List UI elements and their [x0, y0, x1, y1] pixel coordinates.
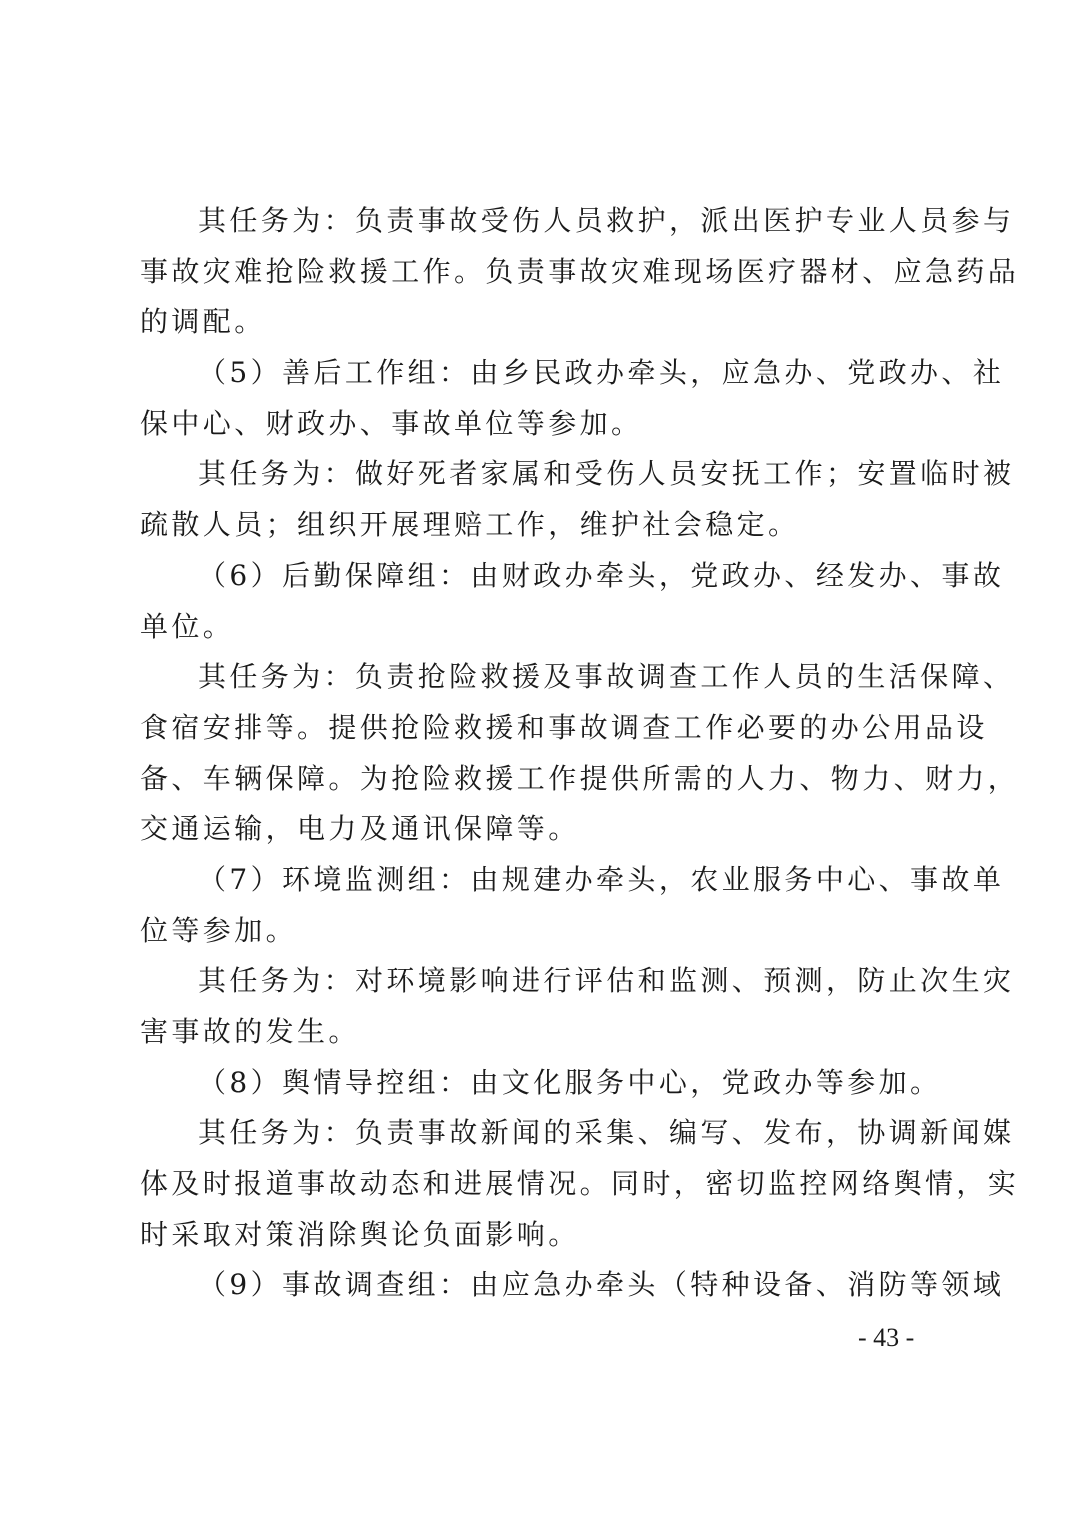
text-line: 备、车辆保障。为抢险救援工作提供所需的人力、物力、财力， [140, 761, 1020, 795]
text-line: 其任务为：负责抢险救援及事故调查工作人员的生活保障、 [198, 660, 1015, 694]
text-line: 事故灾难抢险救援工作。负责事故灾难现场医疗器材、应急药品 [140, 254, 1020, 288]
text-line: 体及时报道事故动态和进展情况。同时，密切监控网络舆情，实 [140, 1167, 1020, 1201]
page-number: - 43 - [858, 1323, 915, 1352]
text-line: 疏散人员；组织开展理赔工作，维护社会稳定。 [140, 508, 800, 542]
text-line: 害事故的发生。 [140, 1015, 360, 1048]
text-line: 其任务为：负责事故新闻的采集、编写、发布，协调新闻媒 [198, 1116, 1015, 1150]
text-line: （6）后勤保障组：由财政办牵头，党政办、经发办、事故 [198, 558, 1005, 592]
text-line: 的调配。 [140, 305, 266, 339]
text-line: （7）环境监测组：由规建办牵头，农业服务中心、事故单 [198, 862, 1005, 896]
text-line: 其任务为：做好死者家属和受伤人员安抚工作；安置临时被 [198, 457, 1015, 491]
text-line: 单位。 [140, 609, 235, 643]
text-line: （5）善后工作组：由乡民政办牵头，应急办、党政办、社 [198, 356, 1005, 390]
text-line: （8）舆情导控组：由文化服务中心，党政办等参加。 [198, 1065, 942, 1099]
text-line: 保中心、财政办、事故单位等参加。 [140, 406, 643, 440]
text-line: 食宿安排等。提供抢险救援和事故调查工作必要的办公用品设 [140, 710, 988, 744]
text-line: 时采取对策消除舆论负面影响。 [140, 1217, 580, 1251]
text-line: 其任务为：负责事故受伤人员救护，派出医护专业人员参与 [198, 204, 1015, 237]
body-text [140, 196, 1020, 1311]
text-line: （9）事故调查组：由应急办牵头（特种设备、消防等领域 [198, 1268, 1005, 1302]
text-line: 交通运输，电力及通讯保障等。 [140, 812, 580, 846]
text-line: 其任务为：对环境影响进行评估和监测、预测，防止次生灾 [198, 964, 1015, 998]
text-line: 位等参加。 [140, 913, 298, 947]
